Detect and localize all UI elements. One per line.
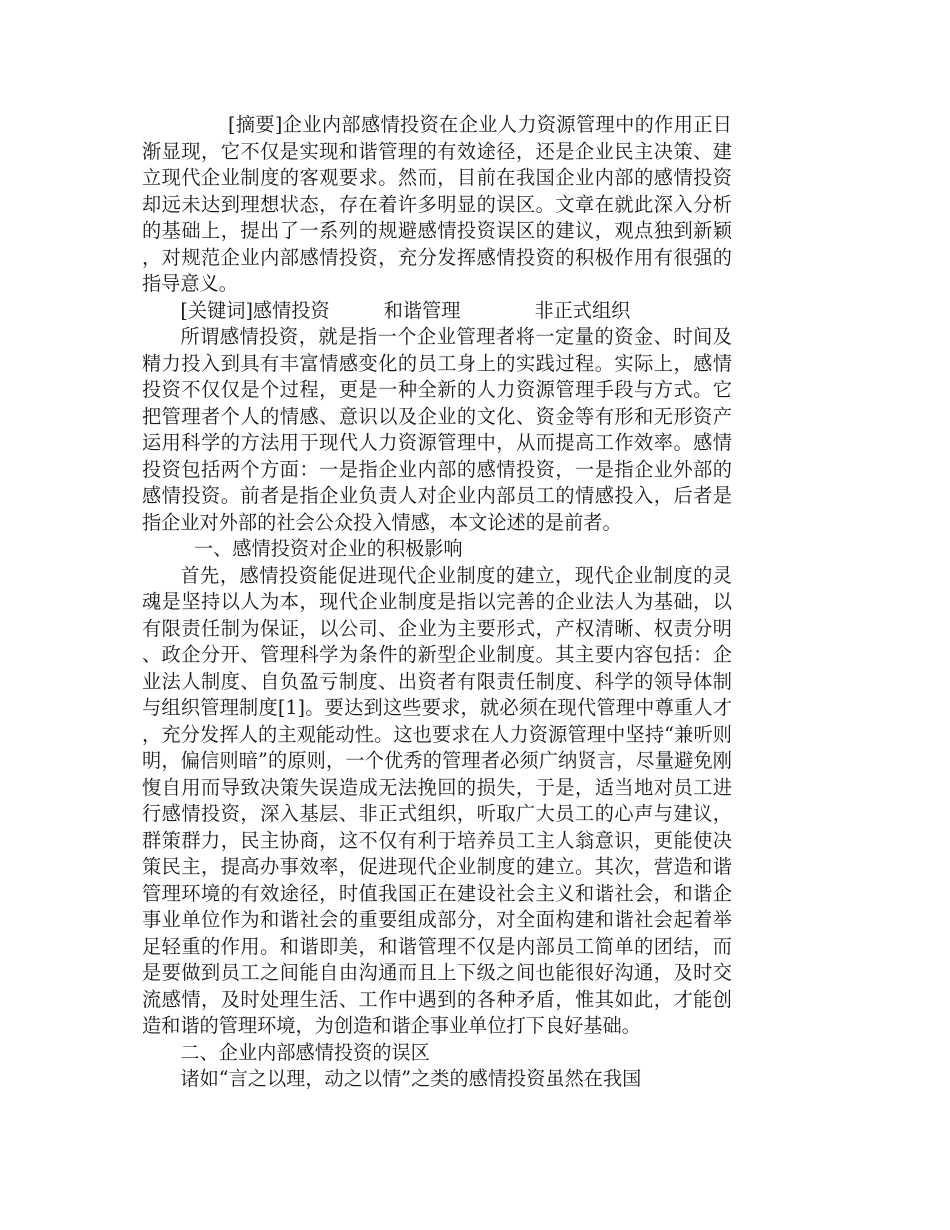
document-body — [142, 112, 732, 1093]
keyword-harmonious-management: 和谐管理 — [383, 298, 461, 322]
section-heading-2: 二、企业内部感情投资的误区 — [180, 1040, 430, 1064]
section-heading-1: 一、感情投资对企业的积极影响 — [194, 537, 463, 560]
keyword-informal-organization: 非正式组织 — [534, 298, 631, 322]
section1-paragraph: 首先，感情投资能促进现代企业制度的建立，现代企业制度的灵魂是坚持以人为本，现代企业制度是指以完善的企业法人为基础，以有限责任制为保证，以公司、企业为主要形式，产权清晰、权责分明、政企分开、管理科学为条件的新型企业制度。其主要内容包括：企业法人制度、自负盈亏制度、出资者有限责任制度、科学的领导体制与组织管理制度[1]。要达到这些要求，就必须在现代管理中尊重人才，充分发挥人的主观能动性。这也要求在人力资源管理中坚持“兼听则明，偏信则暗”的原则，一个优秀的管理者必须广纳贤言，尽量避免刚愎自用而导致决策失误造成无法挽回的损失，于是，适当地对员工进行感情投资，深入基层、非正式组织，听取广大员工的心声与建议，群策群力，民主协商，这不仅有利于培养员工主人翁意识，更能使决策民主，提高办事效率，促进现代企业制度的建立。其次，营造和谐管理环境的有效途径，时值我国正在建设社会主义和谐社会，和谐企事业单位作为和谐社会的重要组成部分，对全面构建和谐社会起着举足轻重的作用。和谐即美，和谐管理不仅是内部员工简单的团结，而是要做到员工之间能自由沟通而且上下级之间也能很好沟通，及时交流感情，及时处理生活、工作中遇到的各种矛盾，惟其如此，才能创造和谐的管理环境，为创造和谐企事业单位打下良好基础。 — [142, 563, 732, 1037]
intro-paragraph: 所谓感情投资，就是指一个企业管理者将一定量的资金、时间及精力投入到具有丰富情感变化的员工身上的实践过程。实际上，感情投资不仅仅是个过程，更是一种全新的人力资源管理手段与方式。它把管理者个人的情感、意识以及企业的文化、资金等有形和无形资产运用科学的方法用于现代人力资源管理中，从而提高工作效率。感情投资包括两个方面：一是指企业内部的感情投资，一是指企业外部的感情投资。前者是指企业负责人对企业内部员工的情感投入，后者是指企业对外部的社会公众投入情感，本文论述的是前者。 — [142, 325, 732, 534]
keywords-line — [142, 298, 732, 325]
section2-paragraph: 诸如“言之以理，动之以情”之类的感情投资虽然在我国 — [180, 1067, 642, 1090]
keywords-label: [关键词]感情投资 — [180, 298, 330, 322]
abstract-paragraph: [摘要]企业内部感情投资在企业人力资源管理中的作用正日渐显现，它不仅是实现和谐管理的有效途径，还是企业民主决策、建立现代企业制度的客观要求。然而，目前在我国企业内部的感情投资却远未达到理想状态，存在着许多明显的误区。文章在就此深入分析的基础上，提出了一系列的规避感情投资误区的建议，观点独到新颖，对规范企业内部感情投资，充分发挥感情投资的积极作用有很强的指导意义。 — [142, 113, 732, 295]
